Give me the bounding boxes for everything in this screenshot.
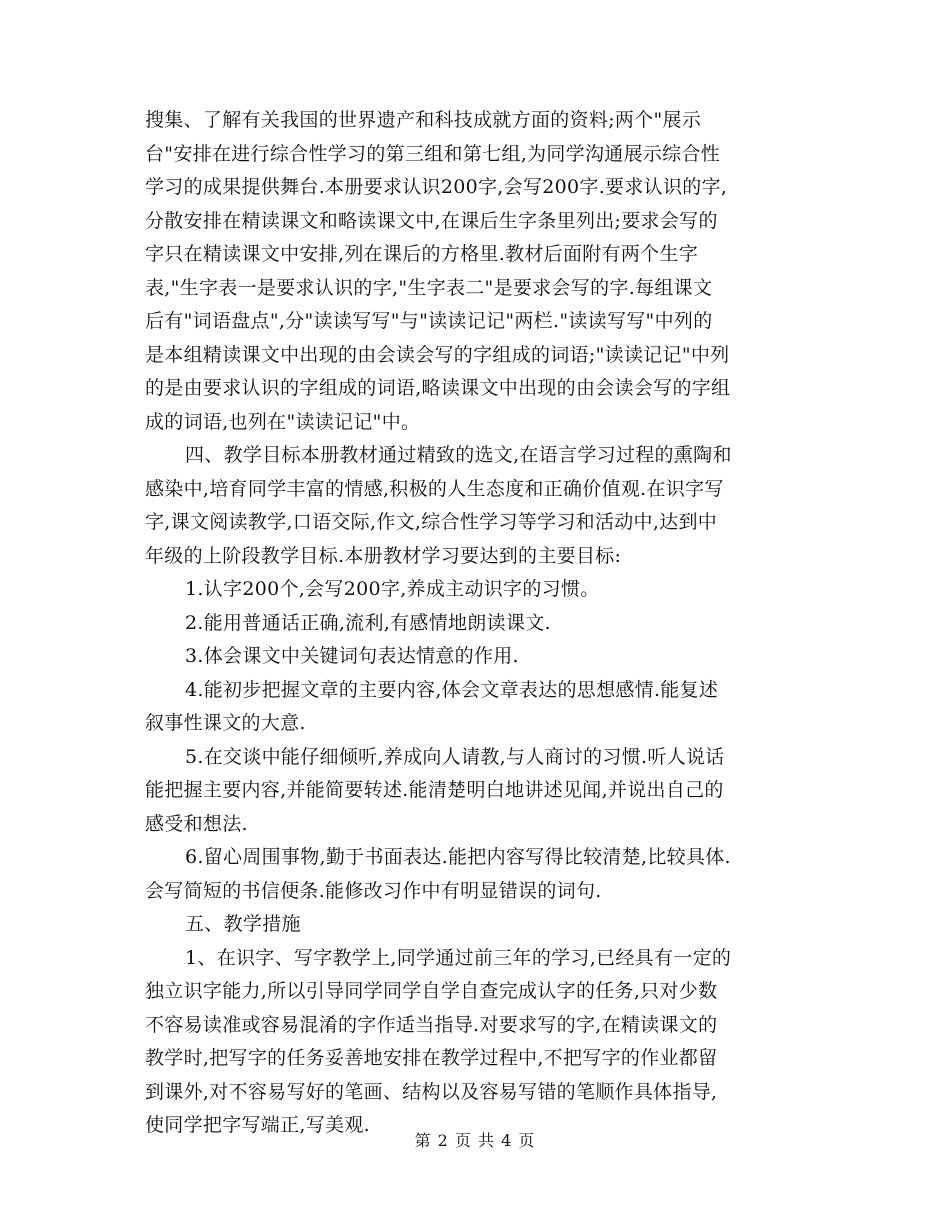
- text-line: 感染中,培育同学丰富的情感,积极的人生态度和正确价值观.在识字写: [145, 477, 724, 500]
- text-line: 表,"生字表一是要求认识的字,"生字表二"是要求会写的字.每组课文: [145, 276, 713, 299]
- text-line: 4.能初步把握文章的主要内容,体会文章表达的思想感情.能复述: [185, 678, 719, 701]
- text-line: 的是由要求认识的字组成的词语,略读课文中出现的由会读会写的字组: [145, 377, 731, 399]
- text-line: 是本组精读课文中出现的由会读会写的字组成的词语;"读读记记"中列: [145, 343, 730, 366]
- text-line: 五、教学措施: [185, 913, 301, 935]
- text-line: 使同学把字写端正,写美观.: [145, 1114, 370, 1136]
- text-line: 到课外,对不容易写好的笔画、结构以及容易写错的笔顺作具体指导,: [145, 1080, 718, 1103]
- text-line: 年级的上阶段教学目标.本册教材学习要达到的主要目标:: [145, 544, 622, 567]
- text-line: 台"安排在进行综合性学习的第三组和第七组,为同学沟通展示综合性: [145, 142, 721, 165]
- text-line: 字只在精读课文中安排,列在课后的方格里.教材后面附有两个生字: [145, 243, 699, 265]
- text-line: 能把握主要内容,并能简要转述.能清楚明白地讲述见闻,并说出自己的: [145, 779, 724, 801]
- text-line: 1、在识字、写字教学上,同学通过前三年的学习,已经具有一定的: [185, 946, 732, 969]
- text-line: 分散安排在精读课文和略读课文中,在课后生字条里列出;要求会写的: [145, 209, 718, 232]
- text-line: 3.体会课文中关键词句表达情意的作用.: [185, 645, 519, 667]
- text-line: 不容易读准或容易混淆的字作适当指导.对要求写的字,在精读课文的: [145, 1013, 718, 1036]
- text-line: 搜集、了解有关我国的世界遗产和科技成就方面的资料;两个"展示: [145, 109, 702, 131]
- document-body: [145, 104, 810, 1143]
- page-footer: 第 2 页 共 4 页: [414, 1131, 536, 1150]
- text-line: 叙事性课文的大意.: [145, 712, 306, 734]
- text-line: 后有"词语盘点",分"读读写写"与"读读记记"两栏."读读写写"中列的: [145, 310, 713, 332]
- text-line: 感受和想法.: [145, 812, 248, 835]
- text-line: 会写简短的书信便条.能修改习作中有明显错误的词句.: [145, 879, 602, 902]
- text-line: 教学时,把写字的任务妥善地安排在教学过程中,不把写字的作业都留: [145, 1047, 718, 1069]
- text-line: 字,课文阅读教学,口语交际,作文,综合性学习等学习和活动中,达到中: [145, 511, 718, 533]
- text-line: 成的词语,也列在"读读记记"中。: [145, 410, 421, 433]
- text-line: 5.在交谈中能仔细倾听,养成向人请教,与人商讨的习惯.听人说话: [185, 745, 725, 768]
- text-line: 1.认字200个,会写200字,养成主动识字的习惯。: [185, 578, 600, 600]
- text-line: 独立识字能力,所以引导同学同学自学自查完成认字的任务,只对少数: [145, 980, 718, 1002]
- text-line: 6.留心周围事物,勤于书面表达.能把内容写得比较清楚,比较具体.: [185, 846, 731, 868]
- text-line: 2.能用普通话正确,流利,有感情地朗读课文.: [185, 611, 551, 634]
- text-line: 学习的成果提供舞台.本册要求认识200字,会写200字.要求认识的字,: [145, 176, 728, 198]
- text-line: 四、教学目标本册教材通过精致的选文,在语言学习过程的熏陶和: [185, 444, 732, 466]
